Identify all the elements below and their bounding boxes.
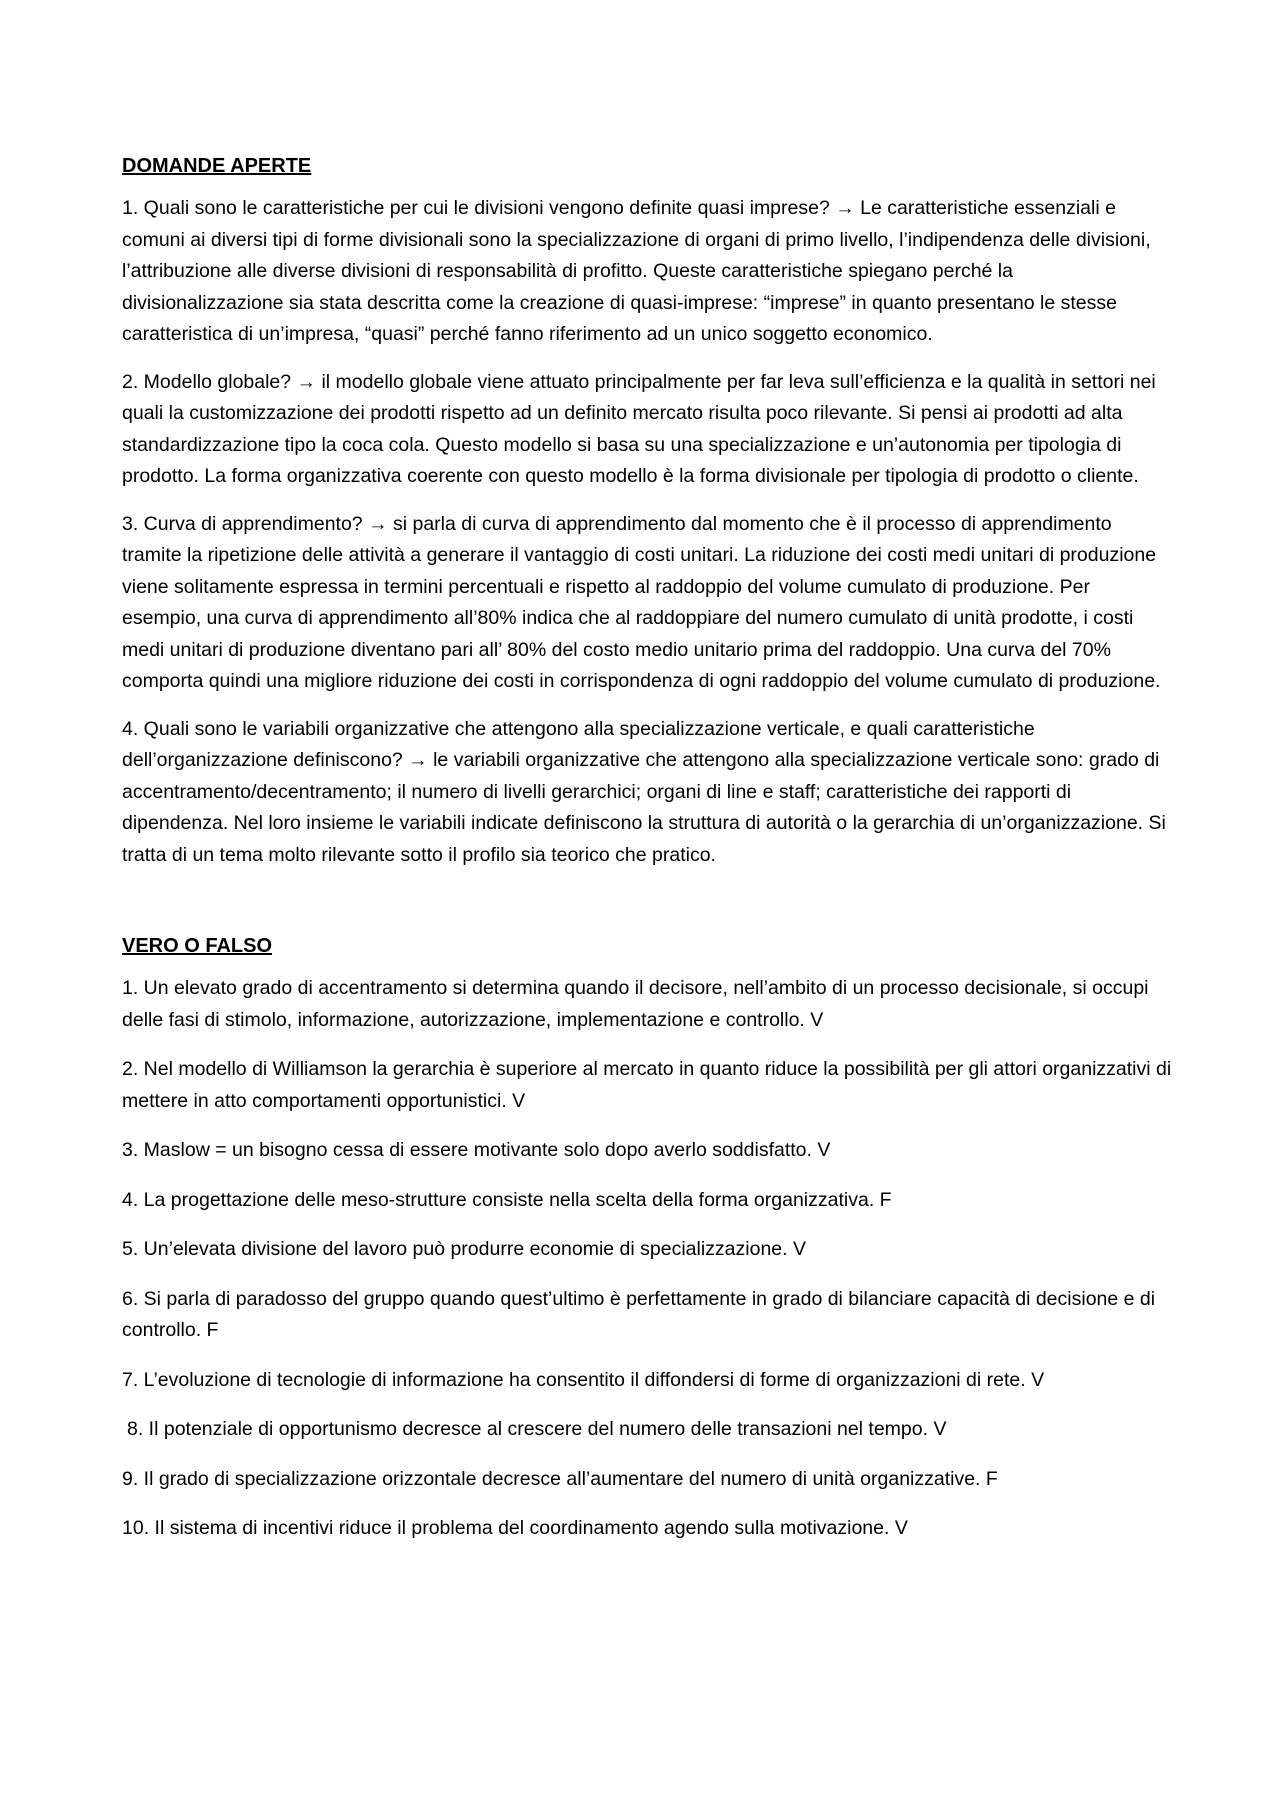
open-questions-section xyxy=(122,151,1172,871)
true-false-item-7: 7. L’evoluzione di tecnologie di informazione ha consentito il diffondersi di forme di organizzazioni di rete. V xyxy=(122,1368,1045,1391)
document-page xyxy=(122,151,1172,1563)
true-false-item-1: 1. Un elevato grado di accentramento si determina quando il decisore, nell’ambito di un processo decisionale, si occupi delle fasi di stimolo, informazione, autorizzazione, implementazione e controllo. V xyxy=(122,977,1149,1031)
open-question-1: 1. Quali sono le caratteristiche per cui le divisioni vengono definite quasi imprese? → Le caratteristiche essenziali e comuni ai diversi tipi di forme divisionali sono la specializzazione di organi di primo livello, l’indipendenza delle divisioni, l’attribuzione alle diverse divisioni di responsabilità di profitto. Queste caratteristiche spiegano perché la divisionalizzazione sia stata descritta come la creazione di quasi-imprese: “imprese” in quanto presentano le stesse caratteristica di un’impresa, “quasi” perché fanno riferimento ad un unico soggetto economico. xyxy=(122,197,1151,345)
true-false-item-8: 8. Il potenziale di opportunismo decresce al crescere del numero delle transazioni nel tempo. V xyxy=(127,1418,947,1440)
true-false-item-3: 3. Maslow = un bisogno cessa di essere motivante solo dopo averlo soddisfatto. V xyxy=(122,1139,831,1161)
open-question-3: 3. Curva di apprendimento? → si parla di curva di apprendimento dal momento che è il processo di apprendimento tramite la ripetizione delle attività a generare il vantaggio di costi unitari. La riduzione dei costi medi unitari di produzione viene solitamente espressa in termini percentuali e rispetto al raddoppio del volume cumulato di produzione. Per esempio, una curva di apprendimento all’80% indica che al raddoppiare del numero cumulato di unità prodotte, i costi medi unitari di produzione diventano pari all’ 80% del costo medio unitario prima del raddoppio. Una curva del 70% comporta quindi una migliore riduzione dei costi in corrispondenza di ogni raddoppio del volume cumulato di produzione. xyxy=(122,512,1161,692)
true-false-item-2: 2. Nel modello di Williamson la gerarchia è superiore al mercato in quanto riduce la possibilità per gli attori organizzativi di mettere in atto comportamenti opportunistici. V xyxy=(122,1058,1172,1112)
open-question-2: 2. Modello globale? → il modello globale viene attuato principalmente per far leva sull’efficienza e la qualità in settori nei quali la customizzazione dei prodotti rispetto ad un definito mercato risulta poco rilevante. Si pensi ai prodotti ad alta standardizzazione tipo la coca cola. Questo modello si basa su una specializzazione e un’autonomia per tipologia di prodotto. La forma organizzativa coerente con questo modello è la forma divisionale per tipologia di prodotto o cliente. xyxy=(122,370,1156,487)
true-false-heading: VERO O FALSO xyxy=(122,935,273,957)
true-false-item-5: 5. Un’elevata divisione del lavoro può produrre economie di specializzazione. V xyxy=(122,1238,806,1260)
open-question-4: 4. Quali sono le variabili organizzative che attengono alla specializzazione verticale, e quali caratteristiche dell’organizzazione definiscono? → le variabili organizzative che attengono alla specializzazione verticale sono: grado di accentramento/decentramento; il numero di livelli gerarchici; organi di line e staff; caratteristiche dei rapporti di dipendenza. Nel loro insieme le variabili indicate definiscono la struttura di autorità o la gerarchia di un’organizzazione. Si tratta di un tema molto rilevante sotto il profilo sia teorico che pratico. xyxy=(122,717,1166,866)
section-spacer xyxy=(122,887,1172,931)
true-false-item-4: 4. La progettazione delle meso-strutture consiste nella scelta della forma organizzativa. F xyxy=(122,1188,892,1211)
open-questions-heading: DOMANDE APERTE xyxy=(122,155,312,177)
true-false-item-10: 10. Il sistema di incentivi riduce il problema del coordinamento agendo sulla motivazione. V xyxy=(122,1517,908,1539)
true-false-item-6: 6. Si parla di paradosso del gruppo quando quest’ultimo è perfettamente in grado di bilanciare capacità di decisione e di controllo. F xyxy=(122,1287,1156,1341)
true-false-section xyxy=(122,931,1172,1545)
true-false-item-9: 9. Il grado di specializzazione orizzontale decresce all’aumentare del numero di unità organizzative. F xyxy=(122,1467,998,1490)
